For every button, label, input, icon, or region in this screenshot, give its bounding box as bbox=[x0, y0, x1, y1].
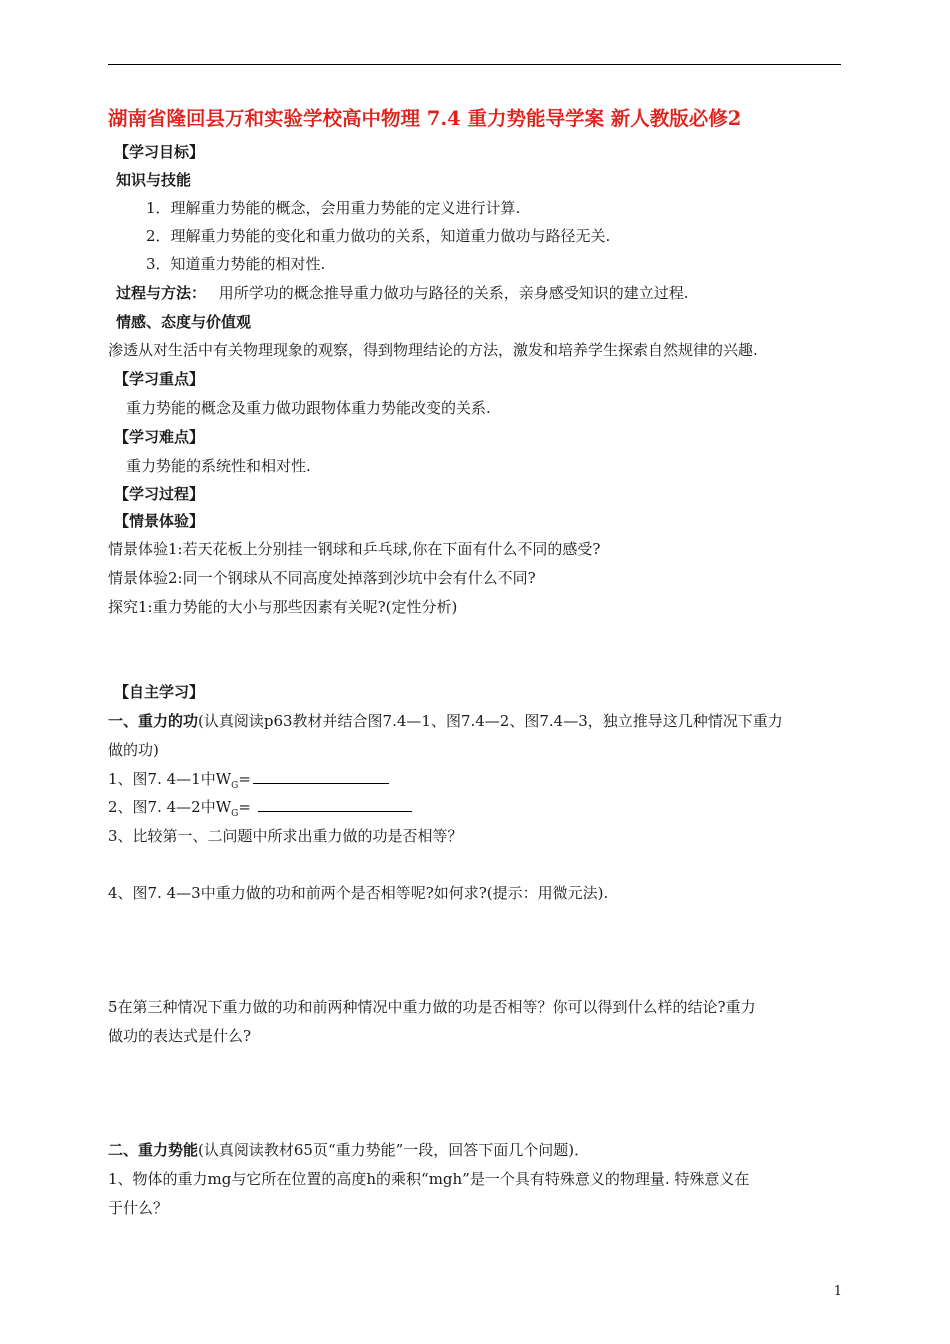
goal-item-3: 3．知道重力势能的相对性. bbox=[146, 255, 326, 273]
difficult-points-text: 重力势能的系统性和相对性. bbox=[126, 457, 311, 475]
question-5-line-1: 5在第三种情况下重力做的功和前两种情况中重力做的功是否相等？你可以得到什么样的结论?重力 bbox=[108, 998, 756, 1016]
section-learning-goals: 【学习目标】 bbox=[114, 143, 205, 161]
process-method-text: 用所学功的概念推导重力做功与路径的关系，亲身感受知识的建立过程. bbox=[218, 284, 689, 302]
part1-heading: 一、重力的功 bbox=[108, 712, 199, 730]
answer-blank-1[interactable] bbox=[253, 769, 389, 784]
section-key-points: 【学习重点】 bbox=[114, 370, 205, 388]
header-rule bbox=[108, 64, 841, 65]
process-method-label: 过程与方法： bbox=[116, 284, 207, 302]
subheading-emotion-values: 情感、态度与价值观 bbox=[116, 313, 252, 331]
part2-question-1-line-2: 于什么？ bbox=[108, 1199, 169, 1217]
scene-experience-2: 情景体验2:同一个钢球从不同高度处掉落到沙坑中会有什么不同? bbox=[108, 569, 536, 587]
goal-item-2: 2．理解重力势能的变化和重力做功的关系，知道重力做功与路径无关. bbox=[146, 227, 611, 245]
part2-question-1-line-1: 1、物体的重力mg与它所在位置的高度h的乘积“mgh”是一个具有特殊意义的物理量. 特殊意义在 bbox=[108, 1170, 750, 1188]
question-4: 4、图7. 4—3中重力做的功和前两个是否相等呢?如何求?(提示：用微元法). bbox=[108, 884, 609, 902]
emotion-values-text: 渗透从对生活中有关物理现象的观察，得到物理结论的方法，激发和培养学生探索自然规律的兴趣. bbox=[108, 341, 758, 359]
section-scene-experience: 【情景体验】 bbox=[114, 512, 205, 530]
part1-instruction-cont: 做的功) bbox=[108, 741, 159, 759]
goal-item-1: 1．理解重力势能的概念，会用重力势能的定义进行计算. bbox=[146, 199, 521, 217]
part2-instruction: (认真阅读教材65页“重力势能”一段，回答下面几个问题)． bbox=[198, 1141, 590, 1159]
scene-experience-1: 情景体验1:若天花板上分别挂一钢球和乒乓球,你在下面有什么不同的感受? bbox=[108, 540, 601, 558]
section-difficult-points: 【学习难点】 bbox=[114, 428, 205, 446]
part1-instruction: (认真阅读p63教材并结合图7.4—1、图7.4—2、图7.4—3，独立推导这几种情况下重力 bbox=[198, 712, 783, 730]
section-self-study: 【自主学习】 bbox=[114, 683, 205, 701]
explore-question-1: 探究1:重力势能的大小与那些因素有关呢?(定性分析) bbox=[108, 598, 458, 616]
question-3: 3、比较第一、二问题中所求出重力做的功是否相等？ bbox=[108, 827, 463, 845]
key-points-text: 重力势能的概念及重力做功跟物体重力势能改变的关系. bbox=[126, 399, 491, 417]
subheading-knowledge-skill: 知识与技能 bbox=[116, 171, 192, 189]
question-5-line-2: 做功的表达式是什么? bbox=[108, 1027, 252, 1045]
page-number: 1 bbox=[833, 1284, 842, 1299]
question-1: 1、图7. 4—1中$W_G=$ bbox=[108, 769, 389, 796]
answer-blank-2[interactable] bbox=[258, 797, 412, 812]
part2-heading: 二、重力势能 bbox=[108, 1141, 199, 1159]
document-title: 湖南省隆回县万和实验学校高中物理 7.4 重力势能导学案 新人教版必修2 bbox=[108, 107, 742, 130]
question-2: 2、图7. 4—2中$W_G=$ bbox=[108, 797, 412, 824]
section-learning-process: 【学习过程】 bbox=[114, 485, 205, 503]
